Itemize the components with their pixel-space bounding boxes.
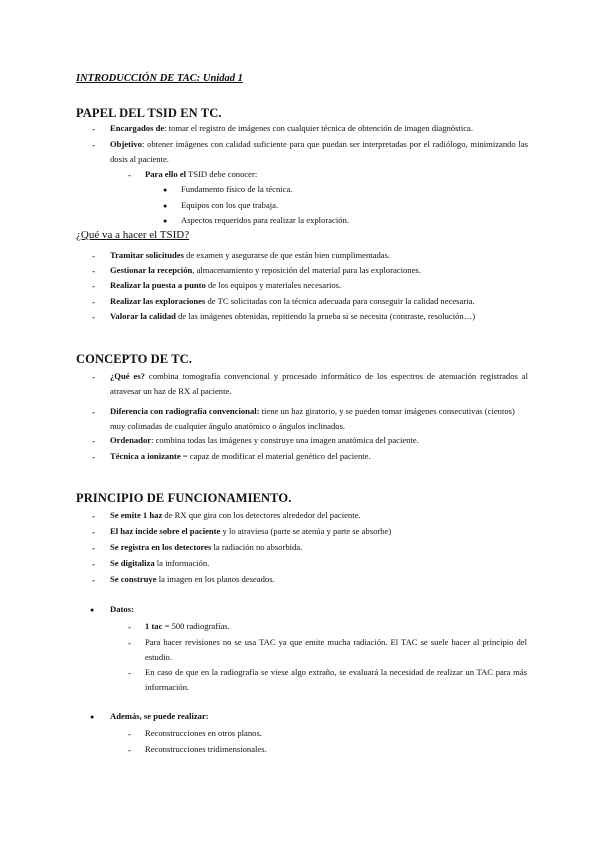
section-heading-concepto: CONCEPTO DE TC.	[76, 352, 192, 366]
bullet-mark: ●	[163, 202, 168, 210]
ademas-item: Reconstrucciones tridimensionales.	[145, 744, 267, 754]
bullet-mark: ●	[90, 713, 95, 721]
list-item: Diferencia con radiografía convencional: tiene un haz giratorio, y se pueden tomar imágenes consecutivas (cientos) muy colimadas de cualquier ángulo anatómico o ángulos inclinados.	[110, 406, 515, 431]
list-item: Realizar la puesta a punto de los equipos y materiales necesarios.	[110, 280, 342, 290]
list-item: Encargados de: tomar el registro de imágenes con cualquier técnica de obtención de imagen diagnóstica.	[110, 123, 473, 133]
dash-mark: -	[92, 452, 95, 462]
datos-item: 1 tac = 500 radiografías.	[145, 621, 230, 631]
list-item: Se registra en los detectores la radiación no absorbida.	[110, 542, 303, 552]
dash-mark: -	[128, 745, 131, 755]
datos-item: En caso de que en la radiografía se viese algo extraño, se evaluará la necesidad de realizar un TAC para más información.	[145, 667, 527, 692]
dash-mark: -	[92, 372, 95, 382]
dash-mark: -	[128, 638, 131, 648]
list-item: Valorar la calidad de las imágenes obtenidas, repitiendo la prueba si se necesita (contraste, resolución…)	[110, 311, 476, 321]
dash-mark: -	[92, 575, 95, 585]
list-item: ¿Qué es? combina tomografía convencional y procesado informático de los espectros de atenuación registrados al atravesar un haz de RX al paciente.	[110, 371, 528, 396]
subheading-que-hacer: ¿Qué va a hacer el TSID?	[76, 229, 190, 241]
dash-mark: -	[92, 436, 95, 446]
list-item: Se digitaliza la información.	[110, 558, 210, 568]
dash-mark: -	[92, 297, 95, 307]
list-item: Técnica a ionizante = capaz de modificar el material genético del paciente.	[110, 451, 371, 461]
bullet-mark: ●	[163, 186, 168, 194]
list-item: Gestionar la recepción, almacenamiento y reposición del material para las exploraciones.	[110, 265, 421, 275]
ademas-item: Reconstrucciones en otros planos.	[145, 728, 262, 738]
dash-mark: -	[128, 668, 131, 678]
dash-mark: -	[92, 266, 95, 276]
dash-mark: -	[92, 312, 95, 322]
dash-mark: -	[92, 543, 95, 553]
bullet-item: Aspectos requeridos para realizar la exploración.	[181, 215, 349, 225]
datos-label: Datos:	[110, 604, 134, 614]
bullet-mark: ●	[163, 217, 168, 225]
dash-mark: -	[128, 729, 131, 739]
list-item: Realizar las exploraciones de TC solicitadas con la técnica adecuada para conseguir la calidad necesaria.	[110, 296, 475, 306]
sub-item: Para ello el TSID debe conocer:	[145, 169, 258, 179]
dash-mark: -	[92, 559, 95, 569]
section-heading-papel: PAPEL DEL TSID EN TC.	[76, 106, 222, 120]
list-item: Objetivo: obtener imágenes con calidad suficiente para que puedan ser interpretadas por el radiólogo, minimizando las dosis al paciente.	[110, 139, 528, 164]
list-item: Se construye la imagen en los planos deseados.	[110, 574, 275, 584]
list-item: Tramitar solicitudes de examen y asegurarse de que están bien cumplimentadas.	[110, 250, 391, 260]
list-item: Ordenador: combina todas las imágenes y construye una imagen anatómica del paciente.	[110, 435, 419, 445]
bullet-item: Fundamento físico de la técnica.	[181, 184, 293, 194]
dash-mark: -	[92, 281, 95, 291]
datos-item: Para hacer revisiones no se usa TAC ya que emite mucha radiación. El TAC se suele hacer al principio del estudio.	[145, 637, 527, 662]
section-heading-principio: PRINCIPIO DE FUNCIONAMIENTO.	[76, 491, 292, 505]
list-item: Se emite 1 haz de RX que gira con los detectores alrededor del paciente.	[110, 510, 361, 520]
bullet-mark: ●	[90, 606, 95, 614]
document-title: INTRODUCCIÓN DE TAC: Unidad 1	[76, 73, 243, 84]
dash-mark: -	[92, 527, 95, 537]
dash-mark: -	[92, 407, 95, 417]
list-item: El haz incide sobre el paciente y lo atraviesa (parte se atenúa y parte se absorbe)	[110, 526, 392, 536]
dash-mark: -	[92, 511, 95, 521]
dash-mark: -	[92, 251, 95, 261]
bullet-item: Equipos con los que trabaja.	[181, 200, 279, 210]
dash-mark: -	[92, 124, 95, 134]
dash-mark: -	[92, 140, 95, 150]
dash-mark: -	[128, 170, 131, 180]
ademas-label: Además, se puede realizar:	[110, 711, 209, 721]
dash-mark: -	[128, 622, 131, 632]
